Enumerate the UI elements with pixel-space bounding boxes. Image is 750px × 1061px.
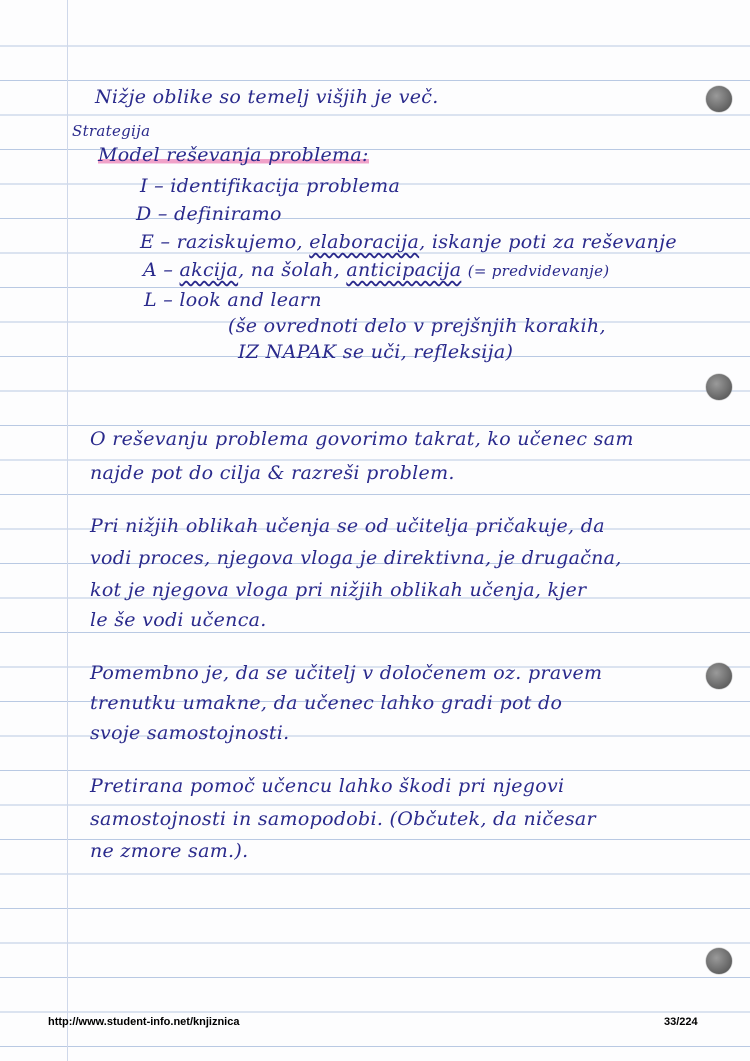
step-letter: E xyxy=(140,231,155,253)
look-note: (še ovrednoti delo v prejšnjih korakih, xyxy=(228,315,606,337)
paragraph-line: Pretirana pomoč učencu lahko škodi pri njegovi xyxy=(90,775,565,797)
paragraph-line: Pri nižjih oblikah učenja se od učitelja pričakuje, da xyxy=(90,515,605,537)
punch-hole xyxy=(706,663,732,689)
punch-hole xyxy=(706,948,732,974)
paragraph-line: kot je njegova vloga pri nižjih oblikah učenja, kjer xyxy=(90,579,587,601)
paragraph-line: svoje samostojnosti. xyxy=(90,722,290,744)
step-text: – raziskujemo, xyxy=(160,231,303,253)
step-rest: , iskanje poti za reševanje xyxy=(419,231,677,253)
wavy-term: akcija xyxy=(179,259,239,281)
step-d xyxy=(136,203,282,225)
margin-line xyxy=(67,0,68,1061)
paragraph-line: Pomembno je, da se učitelj v določenem oz. pravem xyxy=(90,662,603,684)
step-e xyxy=(140,231,677,253)
look-note: IZ NAPAK se uči, refleksija) xyxy=(238,341,514,363)
footer-url[interactable]: http://www.student-info.net/knjiznica xyxy=(48,1016,240,1028)
step-letter: A xyxy=(143,259,158,281)
punch-hole xyxy=(706,374,732,400)
paragraph-line: trenutku umakne, da učenec lahko gradi pot do xyxy=(90,692,563,714)
step-letter: I xyxy=(140,175,148,197)
step-letter: L xyxy=(144,289,157,311)
step-mid: , na šolah, xyxy=(238,259,340,281)
step-a xyxy=(143,259,609,281)
wavy-term: elaboracija xyxy=(309,231,420,253)
model-heading: Model reševanja problema: xyxy=(98,144,369,166)
step-i xyxy=(140,175,400,197)
step-note: (= predvidevanje) xyxy=(467,262,610,280)
step-text: – xyxy=(163,259,174,281)
wavy-term: anticipacija xyxy=(346,259,462,281)
step-l xyxy=(144,289,322,311)
punch-hole xyxy=(706,86,732,112)
page-number: 33/224 xyxy=(664,1016,698,1028)
intro-line: Nižje oblike so temelj višjih je več. xyxy=(95,86,439,108)
paragraph-line: najde pot do cilja & razreši problem. xyxy=(90,462,455,484)
paragraph-line: ne zmore sam.). xyxy=(90,840,249,862)
paragraph-line: le še vodi učenca. xyxy=(90,609,267,631)
step-text: – definiramo xyxy=(157,203,282,225)
paragraph-line: samostojnosti in samopodobi. (Občutek, da ničesar xyxy=(90,808,596,830)
step-letter: D xyxy=(136,203,152,225)
paragraph-line: O reševanju problema govorimo takrat, ko učenec sam xyxy=(90,428,634,450)
step-text: – look and learn xyxy=(163,289,322,311)
strategy-label: Strategija xyxy=(72,122,151,140)
paragraph-line: vodi proces, njegova vloga je direktivna, je drugačna, xyxy=(90,547,622,569)
step-text: – identifikacija problema xyxy=(154,175,401,197)
